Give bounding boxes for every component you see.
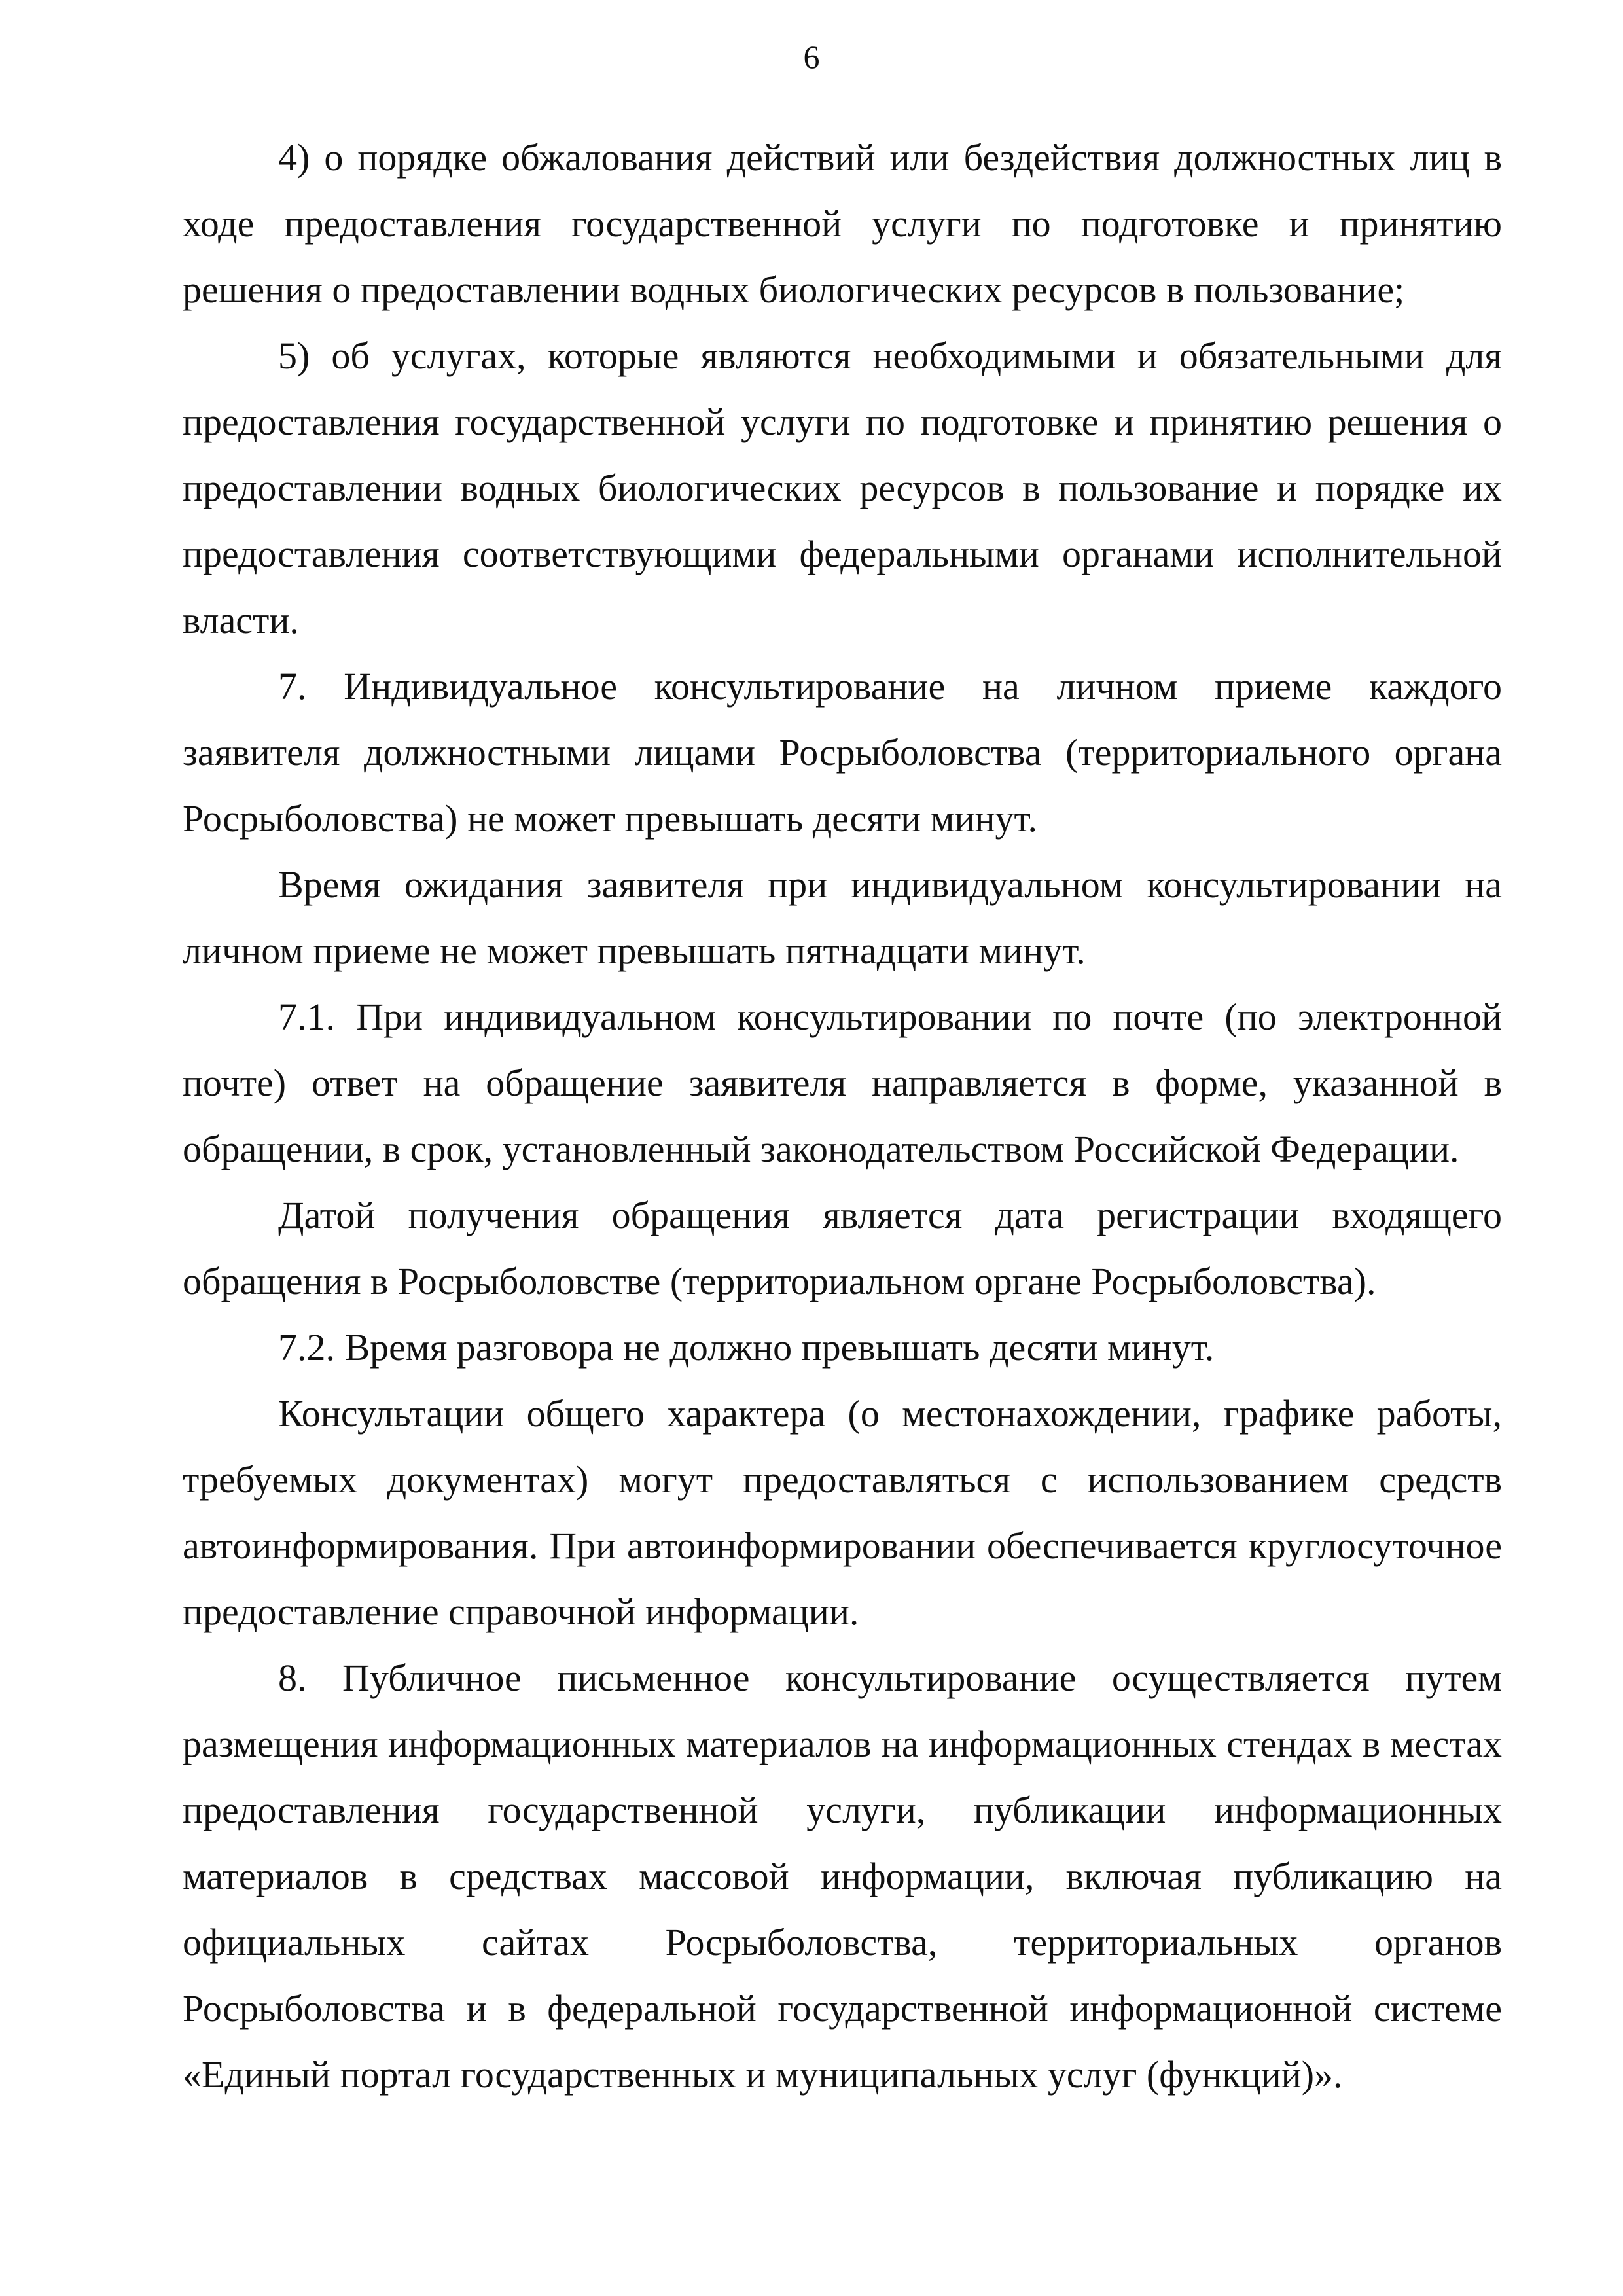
paragraph-waiting-time: Время ожидания заявителя при индивидуальном консультировании на личном приеме не может превышать пятнадцати минут. [183,863,1502,972]
paragraph-item-4-appeal-procedure: 4) о порядке обжалования действий или бездействия должностных лиц в ходе предоставления государственной услуги по подготовке и принятию решения о предоставлении водных биологических ресурсов в пользование; [183,136,1502,311]
paragraph-8-public-consultation: 8. Публичное письменное консультирование осуществляется путем размещения информационных материалов на информационных стендах в местах предоставления государственной услуги, публикации информационных материалов в средствах массовой информации, включая публикацию на официальных сайтах Росрыболовства, территориальных органов Росрыболовства и в федеральной государственной информационной системе «Единый портал государственных и муниципальных услуг (функций)». [183,1657,1502,2096]
paragraph-item-5-required-services: 5) об услугах, которые являются необходимыми и обязательными для предоставления государственной услуги по подготовке и принятию решения о предоставлении водных биологических ресурсов в пользование и порядке их предоставления соответствующими федеральными органами исполнительной власти. [183,334,1502,641]
paragraph-7-1-mail-consultation: 7.1. При индивидуальном консультировании по почте (по электронной почте) ответ на обращение заявителя направляется в форме, указанной в обращении, в срок, установленный законодательством Российской Федерации. [183,996,1502,1170]
paragraph-7-2-call-duration: 7.2. Время разговора не должно превышать десяти минут. [278,1326,1215,1369]
page-number: 6 [803,39,820,75]
document-body [183,124,1502,2108]
paragraph-auto-informing: Консультации общего характера (о местонахождении, графике работы, требуемых документах) могут предоставляться с использованием средств автоинформирования. При автоинформировании обеспечивается круглосуточное предоставление справочной информации. [183,1392,1502,1633]
paragraph-7-individual-consultation: 7. Индивидуальное консультирование на личном приеме каждого заявителя должностными лицами Росрыболовства (территориального органа Росрыболовства) не может превышать десяти минут. [183,665,1502,840]
paragraph-receipt-date: Датой получения обращения является дата регистрации входящего обращения в Росрыболовстве (территориальном органе Росрыболовства). [183,1194,1502,1302]
